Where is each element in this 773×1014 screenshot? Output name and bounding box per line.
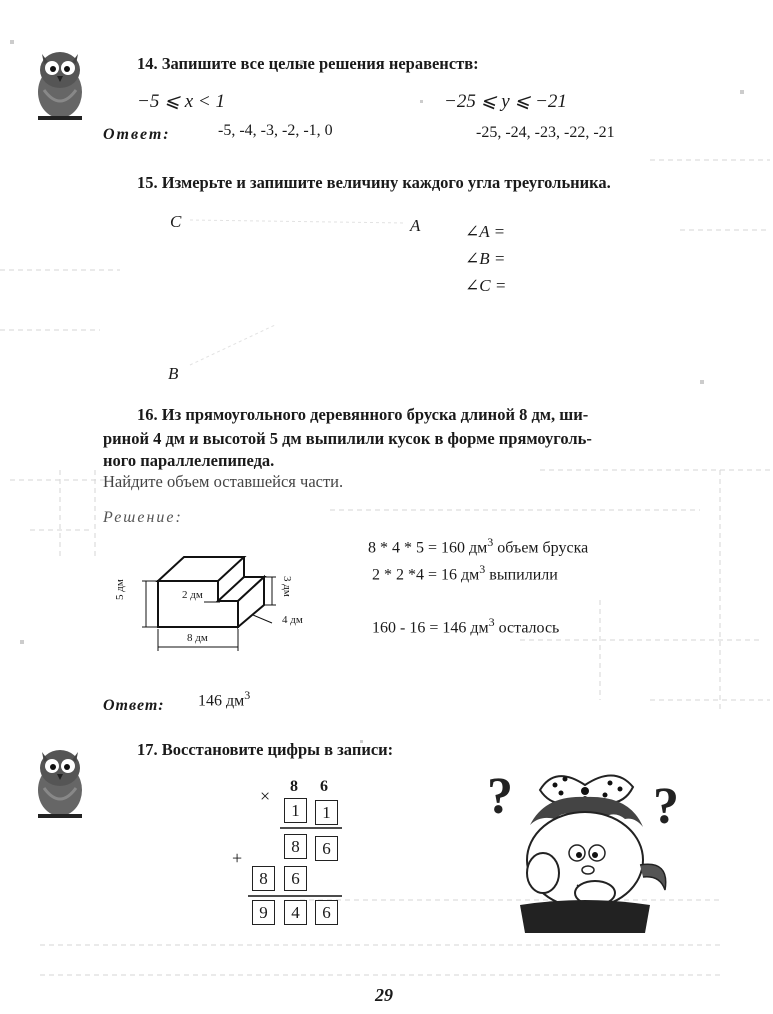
task14-number: 14.	[137, 54, 158, 73]
multiplication-line	[280, 826, 344, 830]
task15-text: Измерьте и запишите величину каждого угла треугольника.	[161, 173, 611, 192]
calc-1-exp: 3	[487, 535, 494, 549]
top-digit-1: 8	[290, 778, 298, 795]
times-sign: ×	[260, 786, 271, 806]
task16-answer-value: 146 дм	[198, 692, 245, 710]
task16-line-3: ного параллелепипеда.	[103, 451, 275, 470]
digit-box-res-1[interactable]: 9	[252, 900, 275, 925]
dim-height-left: 5 дм	[114, 579, 126, 600]
dim-cut: 2 дм	[182, 589, 203, 601]
digit-box-res-3[interactable]: 6	[315, 900, 338, 925]
plus-sign: +	[232, 848, 243, 868]
digit-box-r3-2[interactable]: 6	[284, 866, 307, 891]
calc-1-note: объем бруска	[497, 539, 589, 557]
dim-height-right: 3 дм	[281, 576, 293, 597]
vertex-b-label: B	[168, 364, 179, 383]
vertex-a-label: A	[410, 216, 421, 235]
task14-answer-1: -5, -4, -3, -2, -1, 0	[218, 122, 333, 139]
task16-solution-label: Решение:	[103, 509, 183, 526]
task16-line-2: риной 4 дм и высотой 5 дм выпилили кусок в форме прямоуголь-	[103, 429, 592, 448]
calc-3: 160 - 16 = 146 дм	[372, 619, 489, 637]
task14-answer-label: Ответ:	[103, 126, 171, 143]
task16-line-4: Найдите объем оставшейся части.	[103, 472, 344, 491]
vertex-c-label: C	[170, 212, 182, 231]
owl-icon	[30, 738, 90, 820]
task16-answer-label: Ответ:	[103, 697, 165, 714]
digit-box-res-2[interactable]: 4	[284, 900, 307, 925]
calc-2: 2 * 2 *4 = 16 дм	[372, 566, 480, 584]
task16-answer	[198, 688, 250, 710]
task16-answer-exp: 3	[244, 688, 251, 702]
task15-number: 15.	[137, 173, 158, 192]
dim-width: 4 дм	[282, 614, 303, 626]
digit-box-r2-1[interactable]: 8	[284, 834, 307, 859]
calc-line-3	[372, 615, 559, 637]
calc-2-exp: 3	[479, 562, 486, 576]
block-figure	[120, 545, 320, 660]
girl-illustration	[485, 765, 705, 935]
task14-text: Запишите все целые решения неравенств:	[161, 54, 479, 73]
sum-line	[248, 894, 344, 898]
digit-box-r1-1[interactable]: 1	[284, 798, 307, 823]
angle-c: ∠C =	[465, 276, 507, 295]
calc-line-2	[372, 562, 558, 584]
task17-number: 17.	[137, 740, 158, 759]
digit-box-r3-1[interactable]: 8	[252, 866, 275, 891]
triangle-faint	[185, 215, 415, 375]
page-number: 29	[375, 985, 393, 1005]
calc-2-note: выпилили	[489, 566, 558, 584]
task16-line-1: Из прямоугольного деревянного бруска длиной 8 дм, ши-	[161, 405, 589, 424]
owl-icon	[30, 40, 90, 122]
dim-length: 8 дм	[187, 632, 208, 644]
calc-1: 8 * 4 * 5 = 160 дм	[368, 539, 488, 557]
digit-box-r1-2[interactable]: 1	[315, 800, 338, 825]
task16-number: 16.	[137, 405, 158, 424]
calc-3-exp: 3	[488, 615, 495, 629]
task14-inequality-1: −5 ⩽ x < 1	[137, 91, 225, 112]
digit-box-r2-2[interactable]: 6	[315, 836, 338, 861]
calc-line-1	[368, 535, 588, 557]
angle-a: ∠A =	[465, 222, 506, 241]
task17-text: Восстановите цифры в записи:	[161, 740, 394, 759]
top-digit-2: 6	[320, 778, 328, 795]
angle-b: ∠B =	[465, 249, 506, 268]
svg-text:?: ?	[653, 778, 679, 835]
calc-3-note: осталось	[498, 619, 560, 637]
task14-answer-2: -25, -24, -23, -22, -21	[476, 124, 615, 141]
svg-text:?: ?	[487, 768, 513, 825]
task14-inequality-2: −25 ⩽ y ⩽ −21	[444, 91, 567, 112]
